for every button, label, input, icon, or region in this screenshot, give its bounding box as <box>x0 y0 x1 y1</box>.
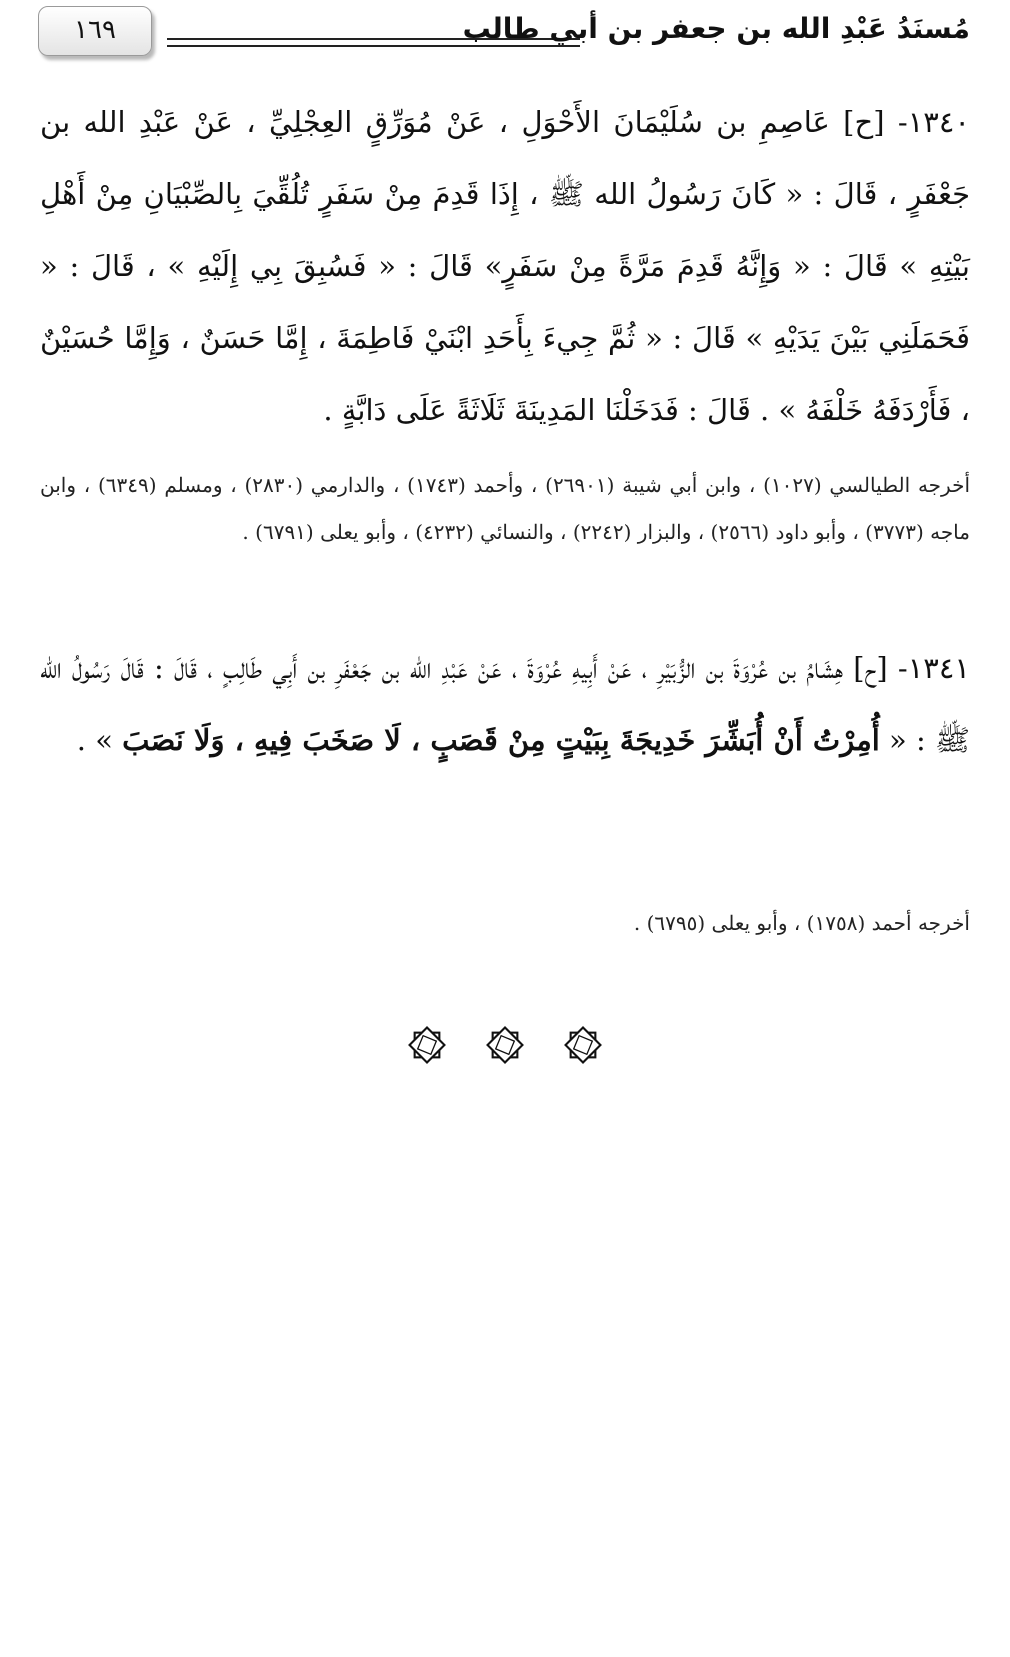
octagram-icon <box>408 1026 446 1064</box>
hadith-1341-closing: » . <box>76 723 123 757</box>
hadith-1341-text <box>40 632 970 776</box>
hadith-1341-intro: ١٣٤١- [ح] هِشَامُ بن عُرْوَةَ بن الزُّبَيْرِ ، عَنْ أَبِيهِ عُرْوَةَ ، عَنْ عَبْدِ الله بن جَعْفَرِ بن أَبِي طَالِبٍ ، قَالَ : قَالَ رَسُولُ الله ﷺ : « <box>40 651 970 757</box>
section-end-ornaments <box>0 1026 1010 1064</box>
octagram-icon <box>486 1026 524 1064</box>
page-number-tab: ١٦٩ <box>38 6 152 56</box>
page-header <box>0 0 1010 70</box>
hadith-1341-prophetic-quote: أُمِرْتُ أَنْ أُبَشِّرَ خَدِيجَةَ بِبَيْتٍ مِنْ قَصَبٍ ، لَا صَخَبَ فِيهِ ، وَلَا نَصَبَ <box>122 723 880 757</box>
octagram-icon <box>564 1026 602 1064</box>
hadith-1341-takhrij: أخرجه أحمد (١٧٥٨) ، وأبو يعلى (٦٧٩٥) . <box>633 911 970 935</box>
hadith-1340-takhrij: أخرجه الطيالسي (١٠٢٧) ، وابن أبي شيبة (٢٦٩٠١) ، وأحمد (١٧٤٣) ، والدارمي (٢٨٣٠) ، ومسلم (٦٣٤٩) ، وابن ماجه (٣٧٧٣) ، وأبو داود (٢٥٦٦) ، والبزار (٢٢٤٢) ، والنسائي (٤٢٣٢) ، وأبو يعلى (٦٧٩١) . <box>40 473 970 544</box>
running-title: مُسنَدُ عَبْدِ الله بن جعفر بن أبي طالب <box>462 12 970 45</box>
hadith-1340-text: ١٣٤٠- [ح] عَاصِمِ بن سُلَيْمَانَ الأَحْوَلِ ، عَنْ مُوَرِّقٍ العِجْلِيِّ ، عَنْ عَبْدِ الله بن جَعْفَرٍ ، قَالَ : « كَانَ رَسُولُ الله ﷺ ، إِذَا قَدِمَ مِنْ سَفَرٍ تُلُقِّيَ بِالصِّبْيَانِ مِنْ أَهْلِ بَيْتِهِ » قَالَ : « وَإِنَّهُ قَدِمَ مَرَّةً مِنْ سَفَرٍ» قَالَ : « فَسُبِقَ بِي إِلَيْهِ » ، قَالَ : « فَحَمَلَنِي بَيْنَ يَدَيْهِ » قَالَ : « ثُمَّ جِيءَ بِأَحَدِ ابْنَيْ فَاطِمَةَ ، إِمَّا حَسَنٌ ، وَإِمَّا حُسَيْنٌ ، فَأَرْدَفَهُ خَلْفَهُ » . قَالَ : فَدَخَلْنَا المَدِينَةَ ثَلَاثَةً عَلَى دَابَّةٍ . <box>40 105 970 427</box>
